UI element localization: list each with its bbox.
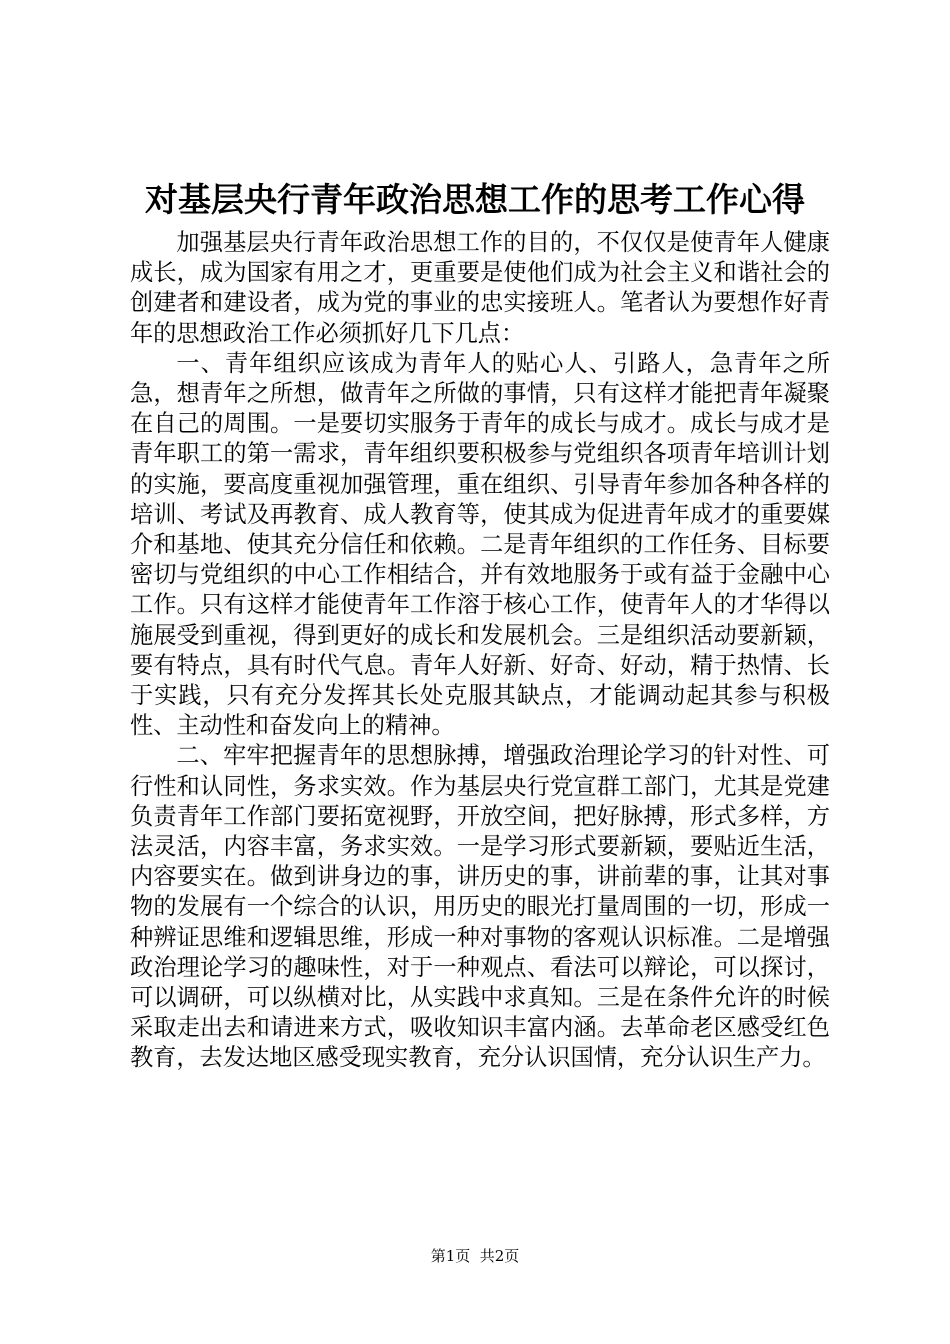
paragraph-section-one: 一、青年组织应该成为青年人的贴心人、引路人，急青年之所急，想青年之所想，做青年之所做的事情，只有这样才能把青年凝聚在自己的周围。一是要切实服务于青年的成长与成才。成长与成才是青年职工的第一需求，青年组织要积极参与党组织各项青年培训计划的实施，要高度重视加强管理，重在组织、引导青年参加各种各样的培训、考试及再教育、成人教育等，使其成为促进青年成才的重要媒介和基地、使其充分信任和依赖。二是青年组织的工作任务、目标要密切与党组织的中心工作相结合，并有效地服务于或有益于金融中心工作。只有这样才能使青年工作溶于核心工作，使青年人的才华得以施展受到重视，得到更好的成长和发展机会。三是组织活动要新颖，要有特点，具有时代气息。青年人好新、好奇、好动，精于热情、长于实践，只有充分发挥其长处克服其缺点，才能调动起其参与积极性、主动性和奋发向上的精神。 [130,349,830,740]
paragraph-section-two: 二、牢牢把握青年的思想脉搏，增强政治理论学习的针对性、可行性和认同性，务求实效。作为基层央行党宣群工部门，尤其是党建负责青年工作部门要拓宽视野，开放空间，把好脉搏，形式多样，方法灵活，内容丰富，务求实效。一是学习形式要新颖，要贴近生活，内容要实在。做到讲身边的事，讲历史的事，讲前辈的事，让其对事物的发展有一个综合的认识，用历史的眼光打量周围的一切，形成一种辨证思维和逻辑思维，形成一种对事物的客观认识标准。二是增强政治理论学习的趣味性，对于一种观点、看法可以辩论，可以探讨，可以调研，可以纵横对比，从实践中求真知。三是在条件允许的时候采取走出去和请进来方式，吸收知识丰富内涵。去革命老区感受红色教育，去发达地区感受现实教育，充分认识国情，充分认识生产力。 [130,742,830,1072]
page-number-footer: 第1页 共2页 [430,1247,520,1265]
document-body [130,228,830,1074]
paragraph-intro: 加强基层央行青年政治思想工作的目的，不仅仅是使青年人健康成长，成为国家有用之才，更重要是使他们成为社会主义和谐社会的创建者和建设者，成为党的事业的忠实接班人。笔者认为要想作好青年的思想政治工作必须抓好几下几点： [130,229,830,347]
document-title: 对基层央行青年政治思想工作的思考工作心得 [145,180,805,219]
